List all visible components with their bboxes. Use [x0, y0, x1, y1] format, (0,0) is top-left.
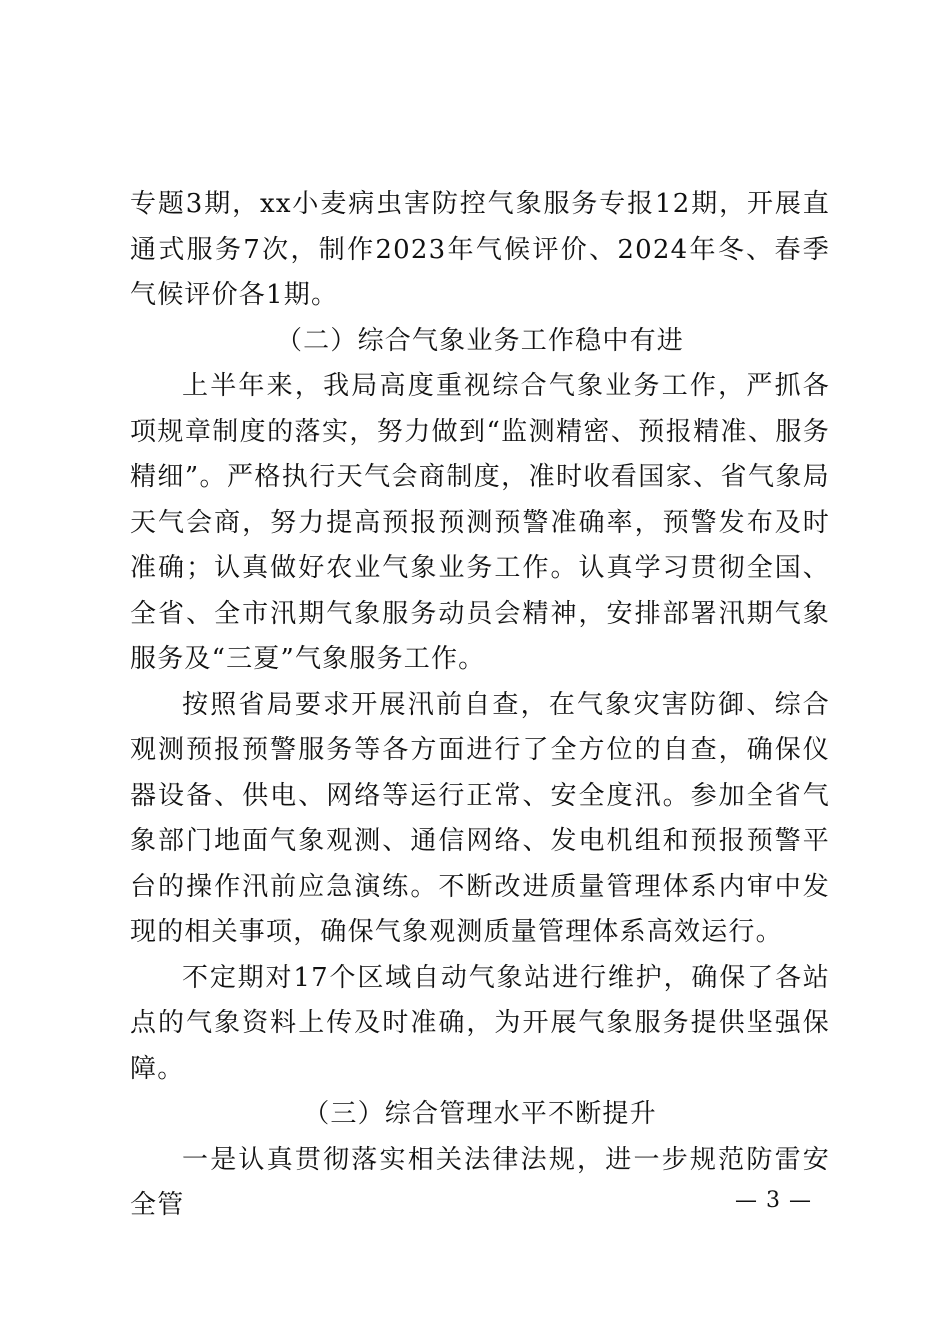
paragraph-flood-season-inspection: 按照省局要求开展汛前自查，在气象灾害防御、综合观测预报预警服务等各方面进行了全方位的自查，确保仪器设备、供电、网络等运行正常、安全度汛。参加全省气象部门地面气象观测、通信网络、发电机组和预报预警平台的操作汛前应急演练。不断改进质量管理体系内审中发现的相关事项，确保气象观测质量管理体系高效运行。: [130, 689, 830, 947]
paragraph-service-summary: 专题3期，xx小麦病虫害防控气象服务专报12期，开展直通式服务7次，制作2023年气候评价、2024年冬、春季气候评价各1期。: [130, 189, 830, 310]
section-heading-integrated-operations: （二）综合气象业务工作稳中有进: [275, 325, 684, 356]
paragraph-station-maintenance: 不定期对17个区域自动气象站进行维护，确保了各站点的气象资料上传及时准确，为开展气象服务提供坚强保障。: [130, 962, 830, 1084]
document-body: [130, 182, 830, 1229]
section-heading-management: （三）综合管理水平不断提升: [303, 1099, 657, 1129]
paragraph-law-implementation: 一是认真贯彻落实相关法律法规，进一步规范防雷安全管: [130, 1144, 830, 1220]
page-number: — 3 —: [735, 1188, 812, 1213]
paragraph-operations-overview: 上半年来，我局高度重视综合气象业务工作，严抓各项规章制度的落实，努力做到“监测精密、预报精准、服务精细”。严格执行天气会商制度，准时收看国家、省气象局天气会商，努力提高预报预测预警准确率，预警发布及时准确；认真做好农业气象业务工作。认真学习贯彻全国、全省、全市汛期气象服务动员会精神，安排部署汛期气象服务及“三夏”气象服务工作。: [130, 371, 830, 674]
